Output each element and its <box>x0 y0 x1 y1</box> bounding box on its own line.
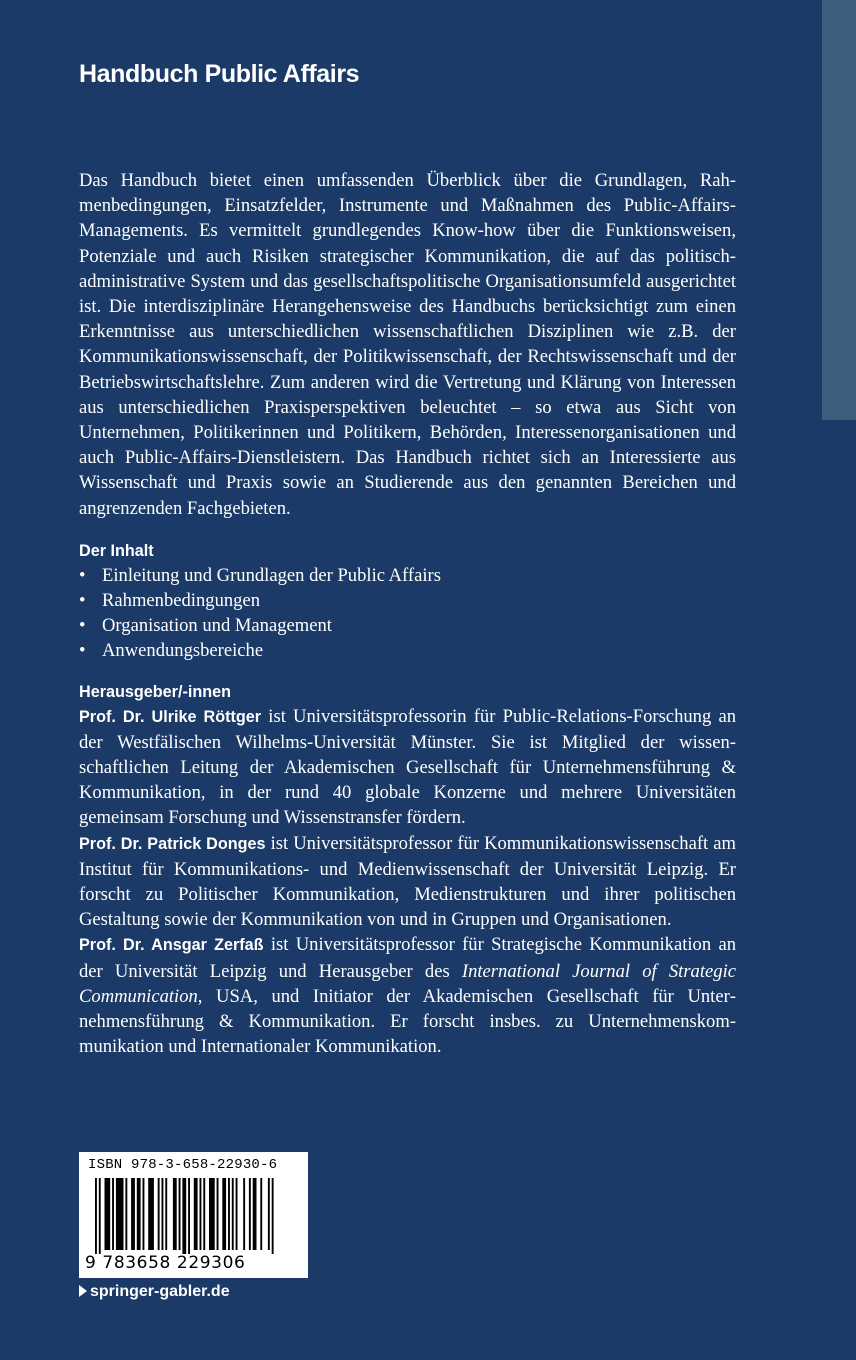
back-cover-content <box>79 56 736 1060</box>
list-item: • Rahmenbedingungen <box>79 588 736 613</box>
barcode-bar <box>165 1178 167 1250</box>
list-item: • Anwendungsbereiche <box>79 638 736 663</box>
barcode-bar <box>228 1178 230 1250</box>
barcode-bar <box>179 1178 181 1250</box>
barcode-bar <box>194 1178 198 1250</box>
barcode-bar <box>112 1178 114 1250</box>
barcode-bar <box>268 1178 270 1250</box>
bullet-icon: • <box>79 564 86 586</box>
publisher-link[interactable] <box>79 1280 230 1304</box>
barcode-bar <box>249 1178 251 1250</box>
barcode-bar <box>137 1178 141 1250</box>
contents-heading: Der Inhalt <box>79 541 154 560</box>
barcode-bar <box>143 1178 145 1250</box>
editor-bio: Prof. Dr. Patrick Donges ist Universitätsprofessor für Kommunikationswissenschaft am Institut für Kommunikations- und Medienwissenschaft der Universität Leipzig. Er forscht zu Politischer Kommunikation, Medienstrukturen und ihrer politischen Gestaltung sowie der Kommunikation von und in Gruppen und Organisationen. <box>79 832 736 931</box>
barcode-bar <box>188 1178 190 1254</box>
barcode-bar <box>253 1178 257 1250</box>
journal-title: International Journal of Strategic Communication <box>79 960 736 1007</box>
barcode-icon <box>79 1176 308 1254</box>
barcode-bar <box>105 1178 111 1250</box>
bullet-icon: • <box>79 640 86 662</box>
intro-paragraph: Das Handbuch bietet einen umfassenden Überblick über die Grundlagen, Rahmenbedingungen, Einsatzfelder, Instrumente und Maßnahmen des Public-Affairs-Managements. Es vermittelt grundlegendes Know-how über die Funktionsweisen, Potenziale und auch Risiken strategischer Kommunikation, die auf das politisch-administrative System und das gesellschaftspolitische Organisationsumfeld ausgerichtet ist. Die interdisziplinäre Herangehensweise des Handbuchs berücksichtigt zum einen Erkenntnisse aus unterschiedlichen wissenschaftlichen Disziplinen wie z.B. der Kommunikationswissenschaft, der Politikwissenschaft, der Rechtswissenschaft und der Betriebswirtschaftslehre. Zum anderen wird die Vertretung und Klärung von Interessen aus unterschiedlichen Praxisperspektiven beleuchtet – so etwa aus Sicht von Unternehmen, Politikerinnen und Politikern, Behörden, Interessenorganisationen und auch Public-Affairs-Dienstleistern. Das Handbuch richtet sich an Interessierte aus Wissenschaft und Praxis sowie an Studierende aus den genannten Bereichen und angrenzenden Fachgebieten. <box>79 170 736 519</box>
barcode-bar <box>272 1178 274 1254</box>
barcode-bar <box>209 1178 215 1250</box>
barcode-bar <box>200 1178 202 1250</box>
bullet-icon: • <box>79 615 86 637</box>
barcode-bar <box>173 1178 177 1250</box>
contents-list <box>79 563 736 664</box>
list-item: • Organisation und Management <box>79 613 736 638</box>
barcode-bar <box>131 1178 135 1250</box>
barcode-bar <box>217 1178 219 1250</box>
barcode-bar <box>236 1178 238 1250</box>
barcode-bar <box>182 1178 186 1254</box>
play-arrow-icon <box>79 1285 87 1297</box>
barcode-bar <box>243 1178 245 1250</box>
barcode-bar <box>222 1178 226 1250</box>
list-item: • Einleitung und Grundlagen der Public Affairs <box>79 563 736 588</box>
barcode-bar <box>95 1178 97 1254</box>
barcode-bar <box>203 1178 205 1250</box>
barcode-bar <box>260 1178 262 1250</box>
barcode-bar <box>232 1178 234 1250</box>
barcode-bar <box>162 1178 164 1250</box>
isbn-label: ISBN 978-3-658-22930-6 <box>88 1157 278 1173</box>
bullet-icon: • <box>79 590 86 612</box>
barcode-bar <box>148 1178 154 1250</box>
publisher-website: springer-gabler.de <box>90 1283 230 1300</box>
barcode-bar <box>158 1178 160 1250</box>
editor-name: Prof. Dr. Ansgar Zerfaß <box>79 936 264 955</box>
editor-name: Prof. Dr. Ulrike Röttger <box>79 707 262 726</box>
barcode-bar <box>116 1178 124 1250</box>
book-title: Handbuch Public Affairs <box>79 60 360 88</box>
editor-bio: Prof. Dr. Ulrike Röttger ist Universitätsprofessorin für Public-Relations-Forschung an der Westfälischen Wilhelms-Universität Münster. Sie ist Mitglied der wissenschaftlichen Leitung der Akademischen Gesellschaft für Unternehmensführung & Kommunikation, in der rund 40 globale Konzerne und mehrere Universitäten gemeinsam Forschung und Wissenstransfer fördern. <box>79 705 736 829</box>
cover-side-band <box>822 0 856 420</box>
barcode-bar <box>125 1178 127 1250</box>
editor-bio: Prof. Dr. Ansgar Zerfaß ist Universitätsprofessor für Strategische Kommunikation an der Universität Leipzig und Herausgeber des International Journal of Strategic Communication, USA, und Initiator der Akademischen Gesellschaft für Unternehmensführung & Kommunikation. Er forscht insbes. zu Unternehmenskommunikation und Internationaler Kommunikation. <box>79 934 736 1058</box>
isbn-barcode <box>79 1152 308 1278</box>
barcode-bar <box>99 1178 101 1254</box>
editor-name: Prof. Dr. Patrick Donges <box>79 834 266 853</box>
editors-heading: Herausgeber/-innen <box>79 682 232 701</box>
isbn-digits: 9 783658 229306 <box>85 1253 246 1273</box>
